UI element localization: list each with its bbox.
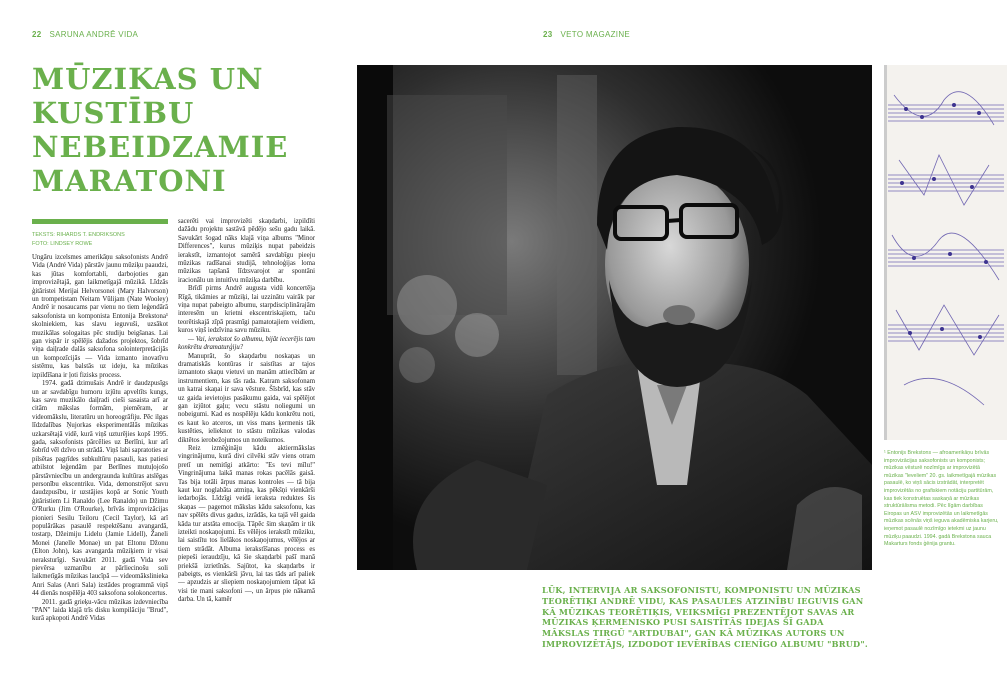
credit-photo-author: FOTO: LINDSEY ROWE xyxy=(32,241,93,247)
body-paragraph: Brīdī pirms Andrē augusta vidū koncertēja Rīgā, tikāmies ar mūziķi, lai uzzinātu vairāk par viņa nupat pabeigto albumu, starpdisciplinārajām interesēm un krietni ekscentriskajiem, taču teorētiskajā zīpā prasmīgi pamatotajiem veidiem, kuros viņš iedzīvina savu mūziku. xyxy=(178,285,315,335)
right-running-head: VETO MAGAZINE xyxy=(560,30,631,39)
music-score-illustration xyxy=(884,65,1007,440)
portrait-photo xyxy=(357,65,872,570)
body-paragraph: 2011. gadā grieķu-vācu mūzikas izdevniecība "PAN" laida klajā trīs disku kompilāciju "Brud", kurā apkopoti Andrē Vidas xyxy=(32,598,168,623)
body-paragraph: Manuprāt, šo skaņdarbu noskaņas un dramatiskās kontūras ir saistītas ar tajos izmantoto skaņu vietuvi un manām attiecībām ar instrumentiem, kas tās rada. Katram saksofonam un katrai skaņai ir sava vēsture. Šīsbrīd, kas stāv uz gaida ievietojus pasākumu gaida, vai spēlējot gan izjūtot gaļu; vecu stāstu noliegumi un nobeigumi. Kad es nospēlēju kādu konkrētu noti, es kaut ko atceros, un viss mans ķermenis tāk kustēties, ielieknot to stāstu mūzikas valodas diktētos ierobežojumos un noteikumos. xyxy=(178,352,315,444)
body-paragraph: 1974. gadā dzimušais Andrē ir daudzpusīgs un ar savdabīgu humoru izjūtu apveltīts kungs, kas savu muzikālo daiļradi cieši sasaista arī ar citām mākslas formām, piemēram, ar videomākslu, literatūru un horeogrāfiju. Pēc ilgas līdzdalības Ņujorkas eksperimentālās mūzikas uzkarsētajā vidē, kurā viņš uzturējies kopš 1995. gada, saksofonists pārcēlies uz Berlīni, kur arī šobrīd vēl dzīvo un strādā. Viņš labi sapratoties ar pilsētas pagrīdes subkultūru pasauli, kas patiesi atbilstot leģendām par Berlīnes mutuļojošo pārstāvniecību un andergraunda kultūras atslēgas personību ekscentriku. Vida, demonstrējot savu daudzpusību, ir uzstājies kopā ar Sonic Youth ģitāristiem Li Ranaldo (Lee Ranaldo) un Džimu O'Rurku (Jim O'Rourke), brīvās improvizācijas pionieri Sesilu Teiloru (Cecil Taylor), kā arī populārākas pasaulē respektēšanu avangardā, tostarp, Džeimiju Lidelu (Jamie Lidell), Žaneli Monei (Janelle Monae) un pat Eltonu Džonu (Elton John), kas avangarda mūziķiem ir visai neraksturīgi. Savukārt 2011. gadā Vida sev pievērsa uzmanību ar pārliecinošu soli laikmetīgās mūzikas laucīpā — videomākslinieka Anri Salas (Anri Sala) izstādes programmā viņš 44 dienās nospēlēja 403 saksofona solokoncertus. xyxy=(32,380,168,598)
body-column-1 xyxy=(32,254,168,692)
left-folio xyxy=(32,30,138,39)
left-page-number: 22 xyxy=(32,30,42,39)
green-divider xyxy=(32,219,168,224)
score-image xyxy=(884,65,1007,440)
interview-question: — Vai, ierakstot šo albumu, bijāt iecerējis tam konkrētu dramaturģiju? xyxy=(178,335,315,352)
right-folio xyxy=(543,30,630,39)
body-paragraph: Ungāru izcelsmes amerikāņu saksofonists Andrē Vida (André Vida) pārstāv jaunu mūziķu paaudzi, kas jūtas komfortabli, darbojoties gan improvizētajā, gan laikmetīgajā mūzikā. Līdzās ģitāristei Merijai Helvorsonei (Mary Halvorson) un trompetistam Neitam Vūlijam (Nate Wooley) Andrē ir nosaucams par vienu no tiem leģendārā saksofonista un komponista Entonija Brekstona¹ skolniekiem, kas slavu ieguvuši, uzsākot muzikālas sologaitas pēc studiju beigšanas. Lai gan vispār ir spēlējis dažados projektos, šobrīd viņa daiļrade dalās saksofona solointerpretācijās un kompozīcijās — Vida izmanto inovatīvu sistēmu, kas balstās uz ideju, ka mūzikas izpildīšana ir ļoti fizisks process. xyxy=(32,254,168,379)
right-page-number: 23 xyxy=(543,30,553,39)
body-column-2 xyxy=(178,218,315,692)
article-headline: MŪZIKAS UN KUSTĪBU NEBEIDZAMIE MARATONI xyxy=(32,62,289,198)
footnote-caption: ¹ Entonijs Brekstons — afroamerikāņu brīvās improvizācijas saksofonists un komponists; mūzikas vēsturē nozīmīgs ar improvizētā mūzikas "leveliem" 20. gs. laikmetīgajā mūzikas pasaulē, ko viņš sācis izstrādāt, interpretēt improvizētās no grafiskiem notāciju partitūrām, kas tiek konstruētas saskaņā ar mūzikas struktūrālisma metodi. Pēc līgām darbības Eiropas un ASV improvizētās un laikmetīgās mūzikas scēnās viņš ieguva akadēmiska karjeru, ieņemot pasaulē nozīmīgo ietekmi uz jaunu mūziķu paaudzi. 1994. gadā Brekstona sauca Makarturs fonds ģēnija grantu. xyxy=(884,450,999,548)
credit-text-author: TEKSTS: RIHARDS T. ENDRIKSONS xyxy=(32,232,125,238)
left-running-head: SARUNA ANDRĒ VIDA xyxy=(49,30,139,39)
body-paragraph: Reiz izmēģināju kādu aktiermākslas vingrinājumu, kurā divi cilvēki stāv viens otram pretī un nemitīgi atkārto: "Es tevi mīlu!" Vingrinājuma laikā manas rokas pacēlās gaisā. Tas bija totāli ārpus manas kontroles — tā bija kaut kur noglabāta atmiņa, kas pēkšņi vienkārši iedarbojās. Līdzīgi veidā ieraksta reduktes šis skaņas — pagemot mākslas kādu saksofonu, kas nav spēlēts divus gadus, izrādās, ka tajā vēl gaida kāda tur atstāta emocija. Tāpēc šim skaņām ir tik izteikti noskaņojumi. Es vēlējos ierakstīt mūziku, lai saistītu tos lielākos noskaņojumus, vēlējos ar tiem strādāt. Albuma ierakstīšanas process es piepeši ieraudzīju, kā šie skaņdarbi pašī manā priekšā izrietīnās. Sajūtot, ka skaņdarbs ir pabeigts, es vienkārši jāvu, lai tas tāds arī paliek — apzudzis ar sliepiem noskaņojumiem tāpat kā visi tie mani saksofoni —, un ārpus pie nākamā darba. Un tā, kamēr xyxy=(178,444,315,604)
pull-quote: LŪK, INTERVIJA AR SAKSOFONISTU, KOMPONISTU UN MŪZIKAS TEORĒTIĶI ANDRĒ VIDU, KAS PASAULES ATZINĪBU IEGUVIS GAN KĀ MŪZIKAS TEORĒTIĶIS, VEIKSMĪGI PREZENTĒJOT SAVAS AR MŪZIKAS ĶERMENISKO PUSI SAISTĪTĀS IDEJAS ŠĪ GADA MĀKSLAS TIRGŪ "ARTDUBAI", GAN KĀ MŪZIKAS AUTORS UN IMPROVIZĒTĀJS, IZDODOT IEVĒRĪBAS CIENĪGO ALBUMU "BRUD". xyxy=(542,585,868,649)
body-paragraph: sacerēti vai improvizēti skaņdarbi, izpildīti dažādu projektu sastāvā pēdējo sešu gadu laikā. Savukārt šogad nāks klajā viņa albums "Minor Differences", kurus mūziķis nupat pabeidzis ierakstīt, izmantojot samērā savdabīgu pieeju mūzikas radīšanai studijā, tehnoloģijas loma mūzikas tapšanā līdzsvarojot ar spontāni iracionālu un intuitīvu mūziķa darbību. xyxy=(178,218,315,284)
article-credits xyxy=(32,231,125,249)
portrait-illustration xyxy=(357,65,872,570)
